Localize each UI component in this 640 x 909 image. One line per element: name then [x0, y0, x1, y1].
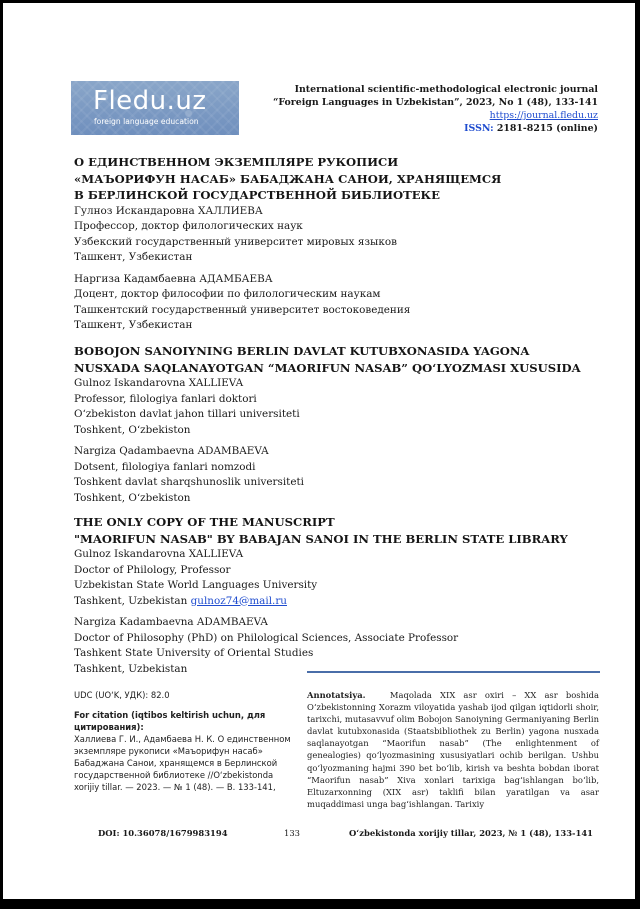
ru-author-2-location: Ташкент, Узбекистан [74, 319, 193, 331]
logo-tagline: foreign language education [94, 117, 199, 126]
uz-title-line-2: NUSXADA SAQLANAYOTGAN “MAORIFUN NASAB” QO‘LYOZMASI XUSUSIDA [74, 360, 581, 375]
abstract-text: Maqolada XIX asr oxiri – XX asr boshida O‘zbekistonning Xorazm viloyatida yashab ijod qilgan iqtidorli shoir, tarixchi, mutasavvuf olim Bobojon Sanoiyning Germaniyaning Berlin davlat kutubxonasida (Staatsbibliothek zu Berlin) yagona nusxada saqlanayotgan “Maorifun nasab” (The enlightenment of genealogies) qo‘lyozmasining xususiyatlari ochib berilgan. Ushbu qo‘lyozmaning hajmi 390 bet bo‘lib, kirish va beshta bobdan iborat “Maorifun nasab” Xiva xonlari tarixiga bag‘ishlangan bo‘lib, Eltuzarxonning (XIX asr) taklifi bilan yaratilgan va asar muqaddimasi unga bag‘ishlangan. Tarixiy [307, 690, 599, 809]
journal-header [273, 83, 598, 135]
uz-author-1-affiliation: O‘zbekiston davlat jahon tillari universiteti [74, 408, 300, 420]
ru-author-1-name: Гулноз Искандаровна ХАЛЛИЕВА [74, 204, 263, 217]
uz-author-1-name: Gulnoz Iskandarovna XALLIEVA [74, 377, 244, 389]
issn-value: 2181-8215 (online) [496, 123, 598, 134]
en-author-2-location: Tashkent, Uzbekistan [74, 662, 188, 675]
ru-author-1-location: Ташкент, Узбекистан [74, 251, 193, 263]
journal-logo[interactable] [71, 81, 239, 135]
uz-author-1-position: Professor, filologiya fanlari doktori [74, 392, 257, 405]
en-title-line-2: "MAORIFUN NASAB" BY BABAJAN SANOI IN THE BERLIN STATE LIBRARY [74, 531, 568, 546]
ru-title-line-3: В БЕРЛИНСКОЙ ГОСУДАРСТВЕННОЙ БИБЛИОТЕКЕ [74, 188, 440, 202]
abstract-divider [307, 671, 600, 673]
ru-author-2-name: Наргиза Кадамбаевна АДАМБАЕВА [74, 272, 273, 285]
author-email-link[interactable]: gulnoz74@mail.ru [190, 594, 287, 607]
ru-author-1-affiliation: Узбекский государственный университет мировых языков [74, 235, 397, 248]
en-title-line-1: THE ONLY COPY OF THE MANUSCRIPT [74, 515, 335, 529]
issn-line [273, 122, 598, 135]
page-footer [98, 828, 593, 840]
citation-column [74, 689, 296, 793]
en-author-2-position: Doctor of Philosophy (PhD) on Philological Sciences, Associate Professor [74, 631, 459, 644]
uz-author-2-location: Toshkent, O‘zbekiston [74, 491, 191, 504]
citation-text: Халлиева Г. И., Адамбаева Н. К. О единственном экземпляре рукописи «Маъорифун насаб» Бабаджана Санои, хранящемся в Берлинской государственной библиотеке //O‘zbekistonda xorijiy tillar. — 2023. — № 1 (48). — В. 133-141, [74, 734, 291, 792]
en-author-1-name: Gulnoz Iskandarovna XALLIEVA [74, 548, 244, 560]
ru-author-2-affiliation: Ташкентский государственный университет востоковедения [74, 303, 411, 316]
abstract-label: Annotatsiya. [307, 690, 366, 700]
ru-author-1-position: Профессор, доктор филологических наук [74, 220, 303, 232]
en-author-2-affiliation: Tashkent State University of Oriental Studies [74, 647, 314, 659]
en-author-1-location: Tashkent, Uzbekistan [74, 594, 188, 607]
ru-author-2-position: Доцент, доктор философии по филологическим наукам [74, 288, 381, 300]
journal-line-1: International scientific-methodological electronic journal [294, 84, 598, 95]
citation-label: For citation (iqtibos keltirish uchun, для цитирования): [74, 710, 266, 732]
footer-doi[interactable]: DOI: 10.36078/1679983194 [98, 828, 228, 838]
uz-author-2-affiliation: Toshkent davlat sharqshunoslik universiteti [74, 476, 304, 488]
ru-title-line-1: О ЕДИНСТВЕННОМ ЭКЗЕМПЛЯРЕ РУКОПИСИ [74, 155, 399, 169]
en-author-1-affiliation: Uzbekistan State World Languages University [74, 579, 318, 591]
footer-journal: O‘zbekistonda xorijiy tillar, 2023, № 1 (48), 133-141 [349, 828, 593, 838]
ru-title-line-2: «МАЪОРИФУН НАСАБ» БАБАДЖАНА САНОИ, ХРАНЯЩЕМСЯ [74, 171, 502, 186]
abstract-column [307, 689, 599, 810]
page [3, 3, 635, 899]
en-author-2-name: Nargiza Kadambaevna ADAMBAEVA [74, 616, 268, 628]
journal-url-link[interactable]: https://journal.fledu.uz [489, 110, 598, 121]
uz-author-1-location: Toshkent, O‘zbekiston [74, 423, 191, 436]
footer-page-number: 133 [284, 828, 300, 838]
en-section [74, 514, 604, 677]
uz-author-2-position: Dotsent, filologiya fanlari nomzodi [74, 460, 256, 473]
uz-author-2-name: Nargiza Qadambaevna ADAMBAEVA [74, 445, 269, 457]
journal-line-2: “Foreign Languages in Uzbekistan”, 2023, No 1 (48), 133-141 [273, 97, 598, 108]
uz-title-line-1: BOBOJON SANOIYNING BERLIN DAVLAT KUTUBXONASIDA YAGONA [74, 344, 530, 358]
en-author-1-position: Doctor of Philology, Professor [74, 563, 231, 576]
ru-section [74, 154, 604, 334]
issn-label: ISSN: [464, 123, 494, 134]
udc-code: UDC (UO‘K, УДК): 82.0 [74, 690, 170, 700]
uz-section [74, 343, 604, 506]
logo-brand: Fledu.uz [93, 86, 207, 116]
en-author-1-location-line [74, 594, 604, 610]
